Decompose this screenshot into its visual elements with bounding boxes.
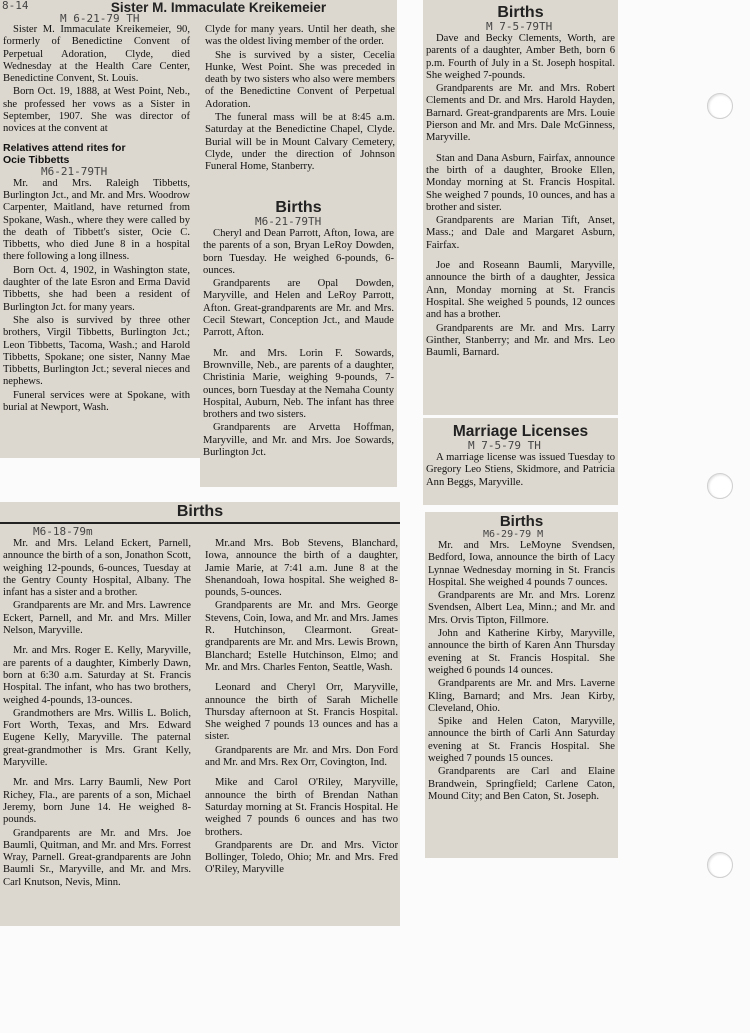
paragraph: Mr.and Mrs. Bob Stevens, Blanchard, Iowa, announce the birth of a daughter, Jamie Marie, at 7:41 a.m. June 8 at the Shenandoah, Iowa hospital. She weighed 8-pounds, 5-ounces. xyxy=(205,538,398,599)
paragraph: Stan and Dana Asburn, Fairfax, announce the birth of a daughter, Brooke Ellen, Monday morning at St. Francis Hospital. She weighed 7 pounds, 10 ounces, and has a brother and sister. xyxy=(426,152,615,213)
binder-hole-middle xyxy=(707,473,733,499)
paragraph: The funeral mass will be at 8:45 a.m. Saturday at the Benedictine Chapel, Clyde. Burial will be in Mount Calvary Cemetery, Clyde, under the direction of Johnson Funeral Home, Stanberry. xyxy=(205,112,395,173)
paragraph: Grandparents are Mr. and Mrs. Laverne Kling, Barnard; and Mrs. Jean Kirby, Cleveland, Ohio. xyxy=(428,678,615,714)
binder-hole-top xyxy=(707,93,733,119)
paragraph: Mr. and Mrs. Roger E. Kelly, Maryville, are parents of a daughter, Kimberly Dawn, born at 6:30 a.m. Saturday at St. Francis Hospital. The infant, who has two brothers, weighed 4-pounds, 13-ounces. xyxy=(3,645,191,706)
births-clipping-middle xyxy=(200,195,397,487)
marriage-licenses-heading: Marriage Licenses xyxy=(452,423,589,440)
paragraph: Grandparents are Opal Dowden, Maryville, and Helen and LeRoy Parrott, Afton. Great-grandparents are Mr. and Mrs. Cecil Stewart, Conception Jct., and Maude Parrott, Afton. xyxy=(203,278,394,339)
paragraph: She is survived by a sister, Cecelia Hunke, West Point. She was preceded in death by two sisters who also were members of the Benedictine Convent of Perpetual Adoration. xyxy=(205,49,395,110)
births-date-note: M 7-5-79TH xyxy=(486,20,553,33)
paragraph: Grandparents are Dr. and Mrs. Victor Bollinger, Toledo, Ohio; Mr. and Mrs. Fred O'Riley, Maryville xyxy=(205,839,398,876)
paragraph: Clyde for many years. Until her death, she was the oldest living member of the order. xyxy=(205,24,395,48)
births-date-note: M6-18-79m xyxy=(33,525,93,538)
obituary-column-left xyxy=(3,24,190,415)
paragraph: A marriage license was issued Tuesday to Gregory Leo Stiens, Skidmore, and Patricia Ann Beggs, Maryville. xyxy=(426,452,615,488)
obituary-title: Sister M. Immaculate Kreikemeier xyxy=(110,0,327,15)
paragraph: Grandparents are Mr. and Mrs. Don Ford and Mr. and Mrs. Rex Orr, Covington, Ind. xyxy=(205,744,398,769)
births-column-left xyxy=(3,526,191,890)
paragraph: Mike and Carol O'Riley, Maryville, announce the birth of Brendan Nathan Saturday morning at St. Francis Hospital. He weighed 7 pounds 6 ounces and has two brothers. xyxy=(205,777,398,838)
marriage-date-note: M 7-5-79 TH xyxy=(468,439,541,452)
paragraph: Funeral services were at Spokane, with burial at Newport, Wash. xyxy=(3,389,190,414)
births-heading: Births xyxy=(176,503,224,520)
births-clipping-bottom xyxy=(0,502,400,926)
obituary-date-note: M 6-21-79 TH xyxy=(60,12,140,25)
births-heading: Births xyxy=(497,4,544,21)
births-clipping-bottom-right xyxy=(425,512,618,858)
paragraph: Dave and Becky Clements, Worth, are parents of a daughter, Amber Beth, born 6 p.m. Fourth of July in a St. Joseph hospital. She weighed 7-pounds. xyxy=(426,33,615,81)
paragraph: Grandparents are Mr. and Mrs. Joe Baumli, Quitman, and Mr. and Mrs. Forrest Wray, Parnell. Great-grandparents are John Baumli Sr., Maryville, and Mr. and Mrs. Carl Knutson, Nevis, Minn. xyxy=(3,827,191,888)
paragraph: Grandparents are Mr. and Mrs. George Stevens, Coin, Iowa, and Mr. and Mrs. James R. Hutchinson, Clearmont. Great-grandparents are Mr. and Mrs. Lewis Brown, Blanchard; Estelle Hutchinson, Elmo; and Mr. and Mrs. Charles Fenton, Seattle, Wash. xyxy=(205,600,398,673)
page-number-note: 8-14 xyxy=(2,0,29,12)
paragraph: She also is survived by three other brothers, Virgil Tibbetts, Burlington Jct.; Leon Tibbetts, Tacoma, Wash.; and Harold Tibbetts, Spokane; one sister, Nanny Mae Tibbetts, Burlington Jct.; several nieces and nephews. xyxy=(3,314,190,388)
paragraph: John and Katherine Kirby, Maryville, announce the birth of Karen Ann Thursday evening at St. Francis Hospital. She weighed 6 pounds 14 ounces. xyxy=(428,628,615,676)
paragraph: Grandmothers are Mrs. Willis L. Bolich, Fort Worth, Texas, and Mrs. Edward Eugene Kelly, Maryville. The paternal great-grandmother is Mrs. Grant Kelly, Maryville. xyxy=(3,707,191,769)
paragraph: Mr. and Mrs. LeMoyne Svendsen, Bedford, Iowa, announce the birth of Lacy Lynnae Wednesday morning in St. Francis Hospital. She weighed 4 pounds 7 ounces. xyxy=(428,540,615,588)
paragraph: Grandparents are Carl and Elaine Brandwein, Springfield; Carlene Caton, Mound City; and Ben Caton, St. Joseph. xyxy=(428,766,615,802)
sub-date-note: M6-21-79TH xyxy=(41,164,108,178)
paragraph: Joe and Roseann Baumli, Maryville, announce the birth of a daughter, Jessica Ann, Monday morning at St. Francis Hospital. She weighed 5 pounds, 12 ounces and has a brother. xyxy=(426,260,615,321)
paragraph: Mr. and Mrs. Larry Baumli, New Port Richey, Fla., are parents of a son, Michael Jeremy, born June 14. He weighed 8-pounds. xyxy=(3,777,191,826)
paragraph: Grandparents are Mr. and Mrs. Lorenz Svendsen, Albert Lea, Minn.; and Mr. and Mrs. Orvis Tipton, Fillmore. xyxy=(428,590,615,626)
paragraph: Grandparents are Mr. and Mrs. Larry Ginther, Stanberry; and Mr. and Mrs. Leo Baumli, Barnard. xyxy=(426,322,615,359)
paragraph: Grandparents are Mr. and Mrs. Robert Clements and Dr. and Mrs. Harold Hayden, Barnard. Great-grandparents are Mrs. Louie Pierson and Mr. and Mrs. Dale McGinness, Maryville. xyxy=(426,83,615,144)
obituary-column-right xyxy=(205,24,395,175)
births-clipping-right xyxy=(423,0,618,415)
paragraph: Sister M. Immaculate Kreikemeier, 90, formerly of Benedictine Convent of Perpetual Adoration, Clyde, died Wednesday at the Health Care Center, Benedictine Convent, St. Louis. xyxy=(3,24,190,85)
births-heading: Births xyxy=(499,513,544,530)
births-heading: Births xyxy=(275,199,322,216)
paragraph: Grandparents are Mr. and Mrs. Lawrence Eckert, Parnell, and Mr. and Mrs. Miller Nelson, Maryville. xyxy=(3,600,191,637)
paragraph: Born Oct. 19, 1888, at West Point, Neb., she professed her vows as a Sister in September, 1907. She was director of novices at the convent at xyxy=(3,86,190,135)
paragraph: Mr. and Mrs. Raleigh Tibbetts, Burlington Jct., and Mr. and Mrs. Woodrow Carpenter, Maitland, have returned from Spokane, Wash., where they were called by the death of Tibbett's sister, Ocie C. Tibbetts, who died June 8 in a hospital there following a long illness. xyxy=(3,177,190,263)
paragraph: Leonard and Cheryl Orr, Maryville, announce the birth of Sarah Michelle Thursday afternoon at St. Francis Hospital. She weighed 7 pounds 13 ounces and has a sister. xyxy=(205,682,398,743)
binder-hole-bottom xyxy=(707,852,733,878)
paragraph: Cheryl and Dean Parrott, Afton, Iowa, are the parents of a son, Bryan LeRoy Dowden, born Tuesday. He weighed 6-pounds, 6-ounces. xyxy=(203,228,394,276)
births-date-note: M6-29-79 M xyxy=(483,529,544,540)
paragraph: Grandparents are Arvetta Hoffman, Maryville, and Mr. and Mrs. Joe Sowards, Burlington Jct. xyxy=(203,422,394,459)
births-date-note: M6-21-79TH xyxy=(255,215,322,228)
births-column-right xyxy=(205,538,398,878)
marriage-licenses-clipping xyxy=(423,418,618,505)
paragraph: Mr. and Mrs. Leland Eckert, Parnell, announce the birth of a son, Jonathon Scott, weighing 12-pounds, 6-ounces, Tuesday at the Gentry County Hospital, Albany. The infant has a sister and a brother. xyxy=(3,538,191,599)
heading-rule xyxy=(0,522,400,524)
paragraph: Spike and Helen Caton, Maryville, announce the birth of Carli Ann Saturday evening at St. Francis Hospital. She weighed 7 pounds 15 ounces. xyxy=(428,716,615,765)
paragraph: Mr. and Mrs. Lorin F. Sowards, Brownville, Neb., are parents of a daughter, Christinia Marie, weighing 9-pounds, 7-ounces, born Tuesday at the Nemaha County Hospital, Auburn, Neb. The infant has three brothers and two sisters. xyxy=(203,347,394,421)
paragraph: Grandparents are Marian Tift, Anset, Mass.; and Dale and Margaret Asburn, Fairfax. xyxy=(426,215,615,251)
paragraph: Born Oct. 4, 1902, in Washington state, daughter of the late Esron and Erma David Tibbetts, she had been a resident of Burlington Jct. for many years. xyxy=(3,264,190,313)
sub-headline: Relatives attend rites for Ocie Tibbetts xyxy=(3,141,126,166)
